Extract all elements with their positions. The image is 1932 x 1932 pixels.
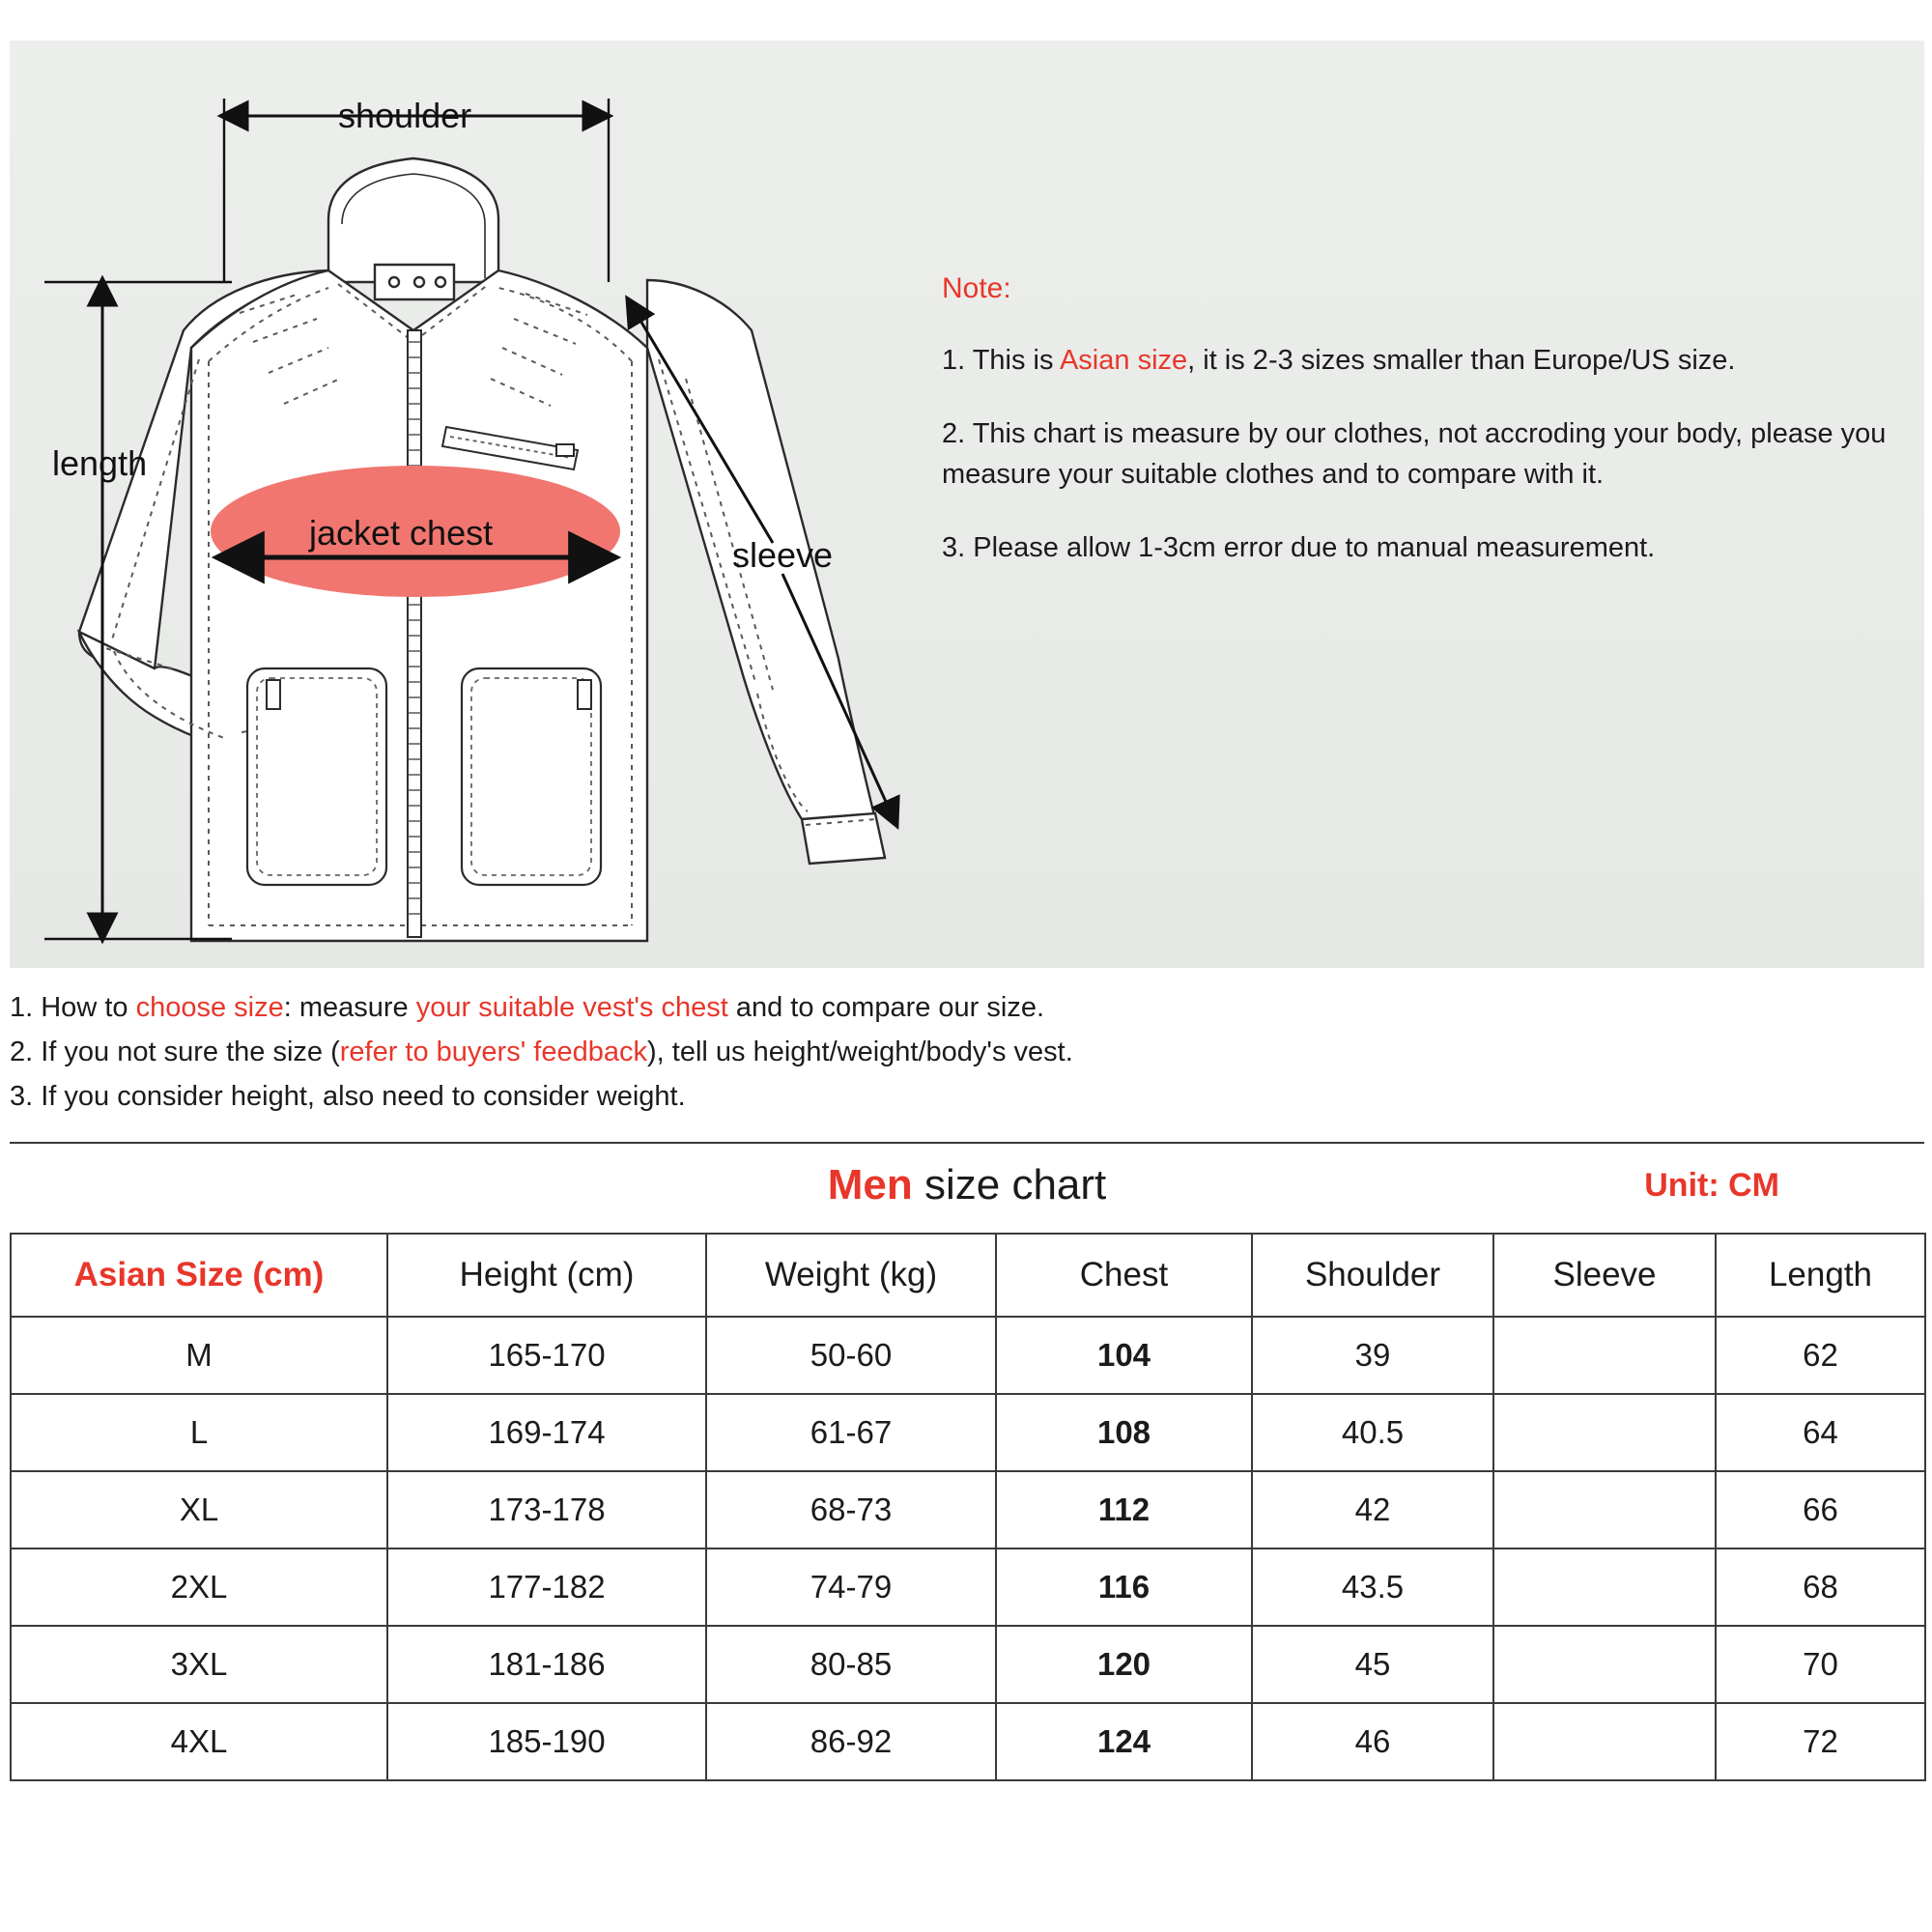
cell-shoulder: 42 (1252, 1471, 1493, 1548)
col-header-sleeve: Sleeve (1493, 1234, 1716, 1317)
cell-size: 2XL (11, 1548, 387, 1626)
table-row (11, 1394, 1925, 1471)
chart-header (10, 1144, 1924, 1233)
cell-height: 173-178 (387, 1471, 706, 1548)
cell-shoulder: 45 (1252, 1626, 1493, 1703)
table-row (11, 1548, 1925, 1626)
howto-line-1-part-a: 1. How to (10, 992, 136, 1023)
howto-line-1-highlight-2: your suitable vest's chest (415, 992, 728, 1023)
table-row (11, 1471, 1925, 1548)
howto-block (10, 985, 1924, 1119)
howto-line-2 (10, 1030, 1924, 1074)
cell-height: 169-174 (387, 1394, 706, 1471)
cell-height: 181-186 (387, 1626, 706, 1703)
cell-chest: 104 (996, 1317, 1252, 1394)
cell-size: 4XL (11, 1703, 387, 1780)
label-jacket-chest-text: jacket chest (309, 513, 494, 553)
note-line-1-highlight: Asian size (1059, 345, 1188, 376)
cell-sleeve (1493, 1626, 1716, 1703)
cell-chest: 120 (996, 1626, 1252, 1703)
cell-length: 68 (1716, 1548, 1925, 1626)
note-line-1-part-a: 1. This is (942, 345, 1060, 376)
cell-weight: 74-79 (706, 1548, 996, 1626)
label-sleeve-text: sleeve (732, 535, 834, 575)
cell-size: XL (11, 1471, 387, 1548)
col-header-shoulder: Shoulder (1252, 1234, 1493, 1317)
howto-line-1-part-b: : measure (283, 992, 416, 1023)
howto-line-1-part-c: and to compare our size. (727, 992, 1045, 1023)
cell-length: 64 (1716, 1394, 1925, 1471)
note-line-3: 3. Please allow 1-3cm error due to manual measurement. (942, 532, 1656, 563)
cell-chest: 112 (996, 1471, 1252, 1548)
cell-weight: 50-60 (706, 1317, 996, 1394)
cell-size: M (11, 1317, 387, 1394)
col-header-length: Length (1716, 1234, 1925, 1317)
note-block (942, 272, 1918, 601)
cell-size: L (11, 1394, 387, 1471)
cell-sleeve (1493, 1471, 1716, 1548)
howto-line-2-part-a: 2. If you not sure the size ( (10, 1037, 340, 1067)
cell-length: 70 (1716, 1626, 1925, 1703)
cell-height: 185-190 (387, 1703, 706, 1780)
cell-sleeve (1493, 1394, 1716, 1471)
label-shoulder-text: shoulder (338, 96, 472, 135)
col-header-asian-size: Asian Size (cm) (11, 1234, 387, 1317)
size-table-area (10, 1142, 1924, 1781)
howto-line-1-highlight-1: choose size (135, 992, 284, 1023)
cell-height: 165-170 (387, 1317, 706, 1394)
cell-sleeve (1493, 1317, 1716, 1394)
cell-chest: 116 (996, 1548, 1252, 1626)
note-line-1-part-b: , it is 2-3 sizes smaller than Europe/US size. (1187, 345, 1736, 376)
chart-title (828, 1161, 1107, 1209)
cell-weight: 68-73 (706, 1471, 996, 1548)
cell-shoulder: 43.5 (1252, 1548, 1493, 1626)
cell-sleeve (1493, 1548, 1716, 1626)
cell-weight: 80-85 (706, 1626, 996, 1703)
cell-shoulder: 39 (1252, 1317, 1493, 1394)
cell-sleeve (1493, 1703, 1716, 1780)
howto-line-2-highlight: refer to buyers' feedback (339, 1037, 647, 1067)
cell-weight: 86-92 (706, 1703, 996, 1780)
cell-shoulder: 40.5 (1252, 1394, 1493, 1471)
col-header-chest: Chest (996, 1234, 1252, 1317)
table-row (11, 1317, 1925, 1394)
col-header-weight: Weight (kg) (706, 1234, 996, 1317)
note-line-2: 2. This chart is measure by our clothes, not accroding your body, please you measure your suitable clothes and to compare with it. (942, 418, 1887, 490)
cell-length: 62 (1716, 1317, 1925, 1394)
cell-shoulder: 46 (1252, 1703, 1493, 1780)
note-title: Note: (942, 272, 1011, 304)
size-table-head (11, 1234, 1925, 1317)
chart-unit-label: Unit: CM (1644, 1167, 1779, 1204)
table-header-row (11, 1234, 1925, 1317)
size-table-body (11, 1317, 1925, 1780)
cell-size: 3XL (11, 1626, 387, 1703)
chart-title-rest: size chart (912, 1161, 1107, 1208)
cell-chest: 108 (996, 1394, 1252, 1471)
table-row (11, 1703, 1925, 1780)
howto-line-2-part-b: ), tell us height/weight/body's vest. (647, 1037, 1073, 1067)
label-length-text: length (52, 443, 148, 483)
cell-length: 66 (1716, 1471, 1925, 1548)
table-row (11, 1626, 1925, 1703)
jacket-illustration-panel (10, 41, 1924, 968)
col-header-height: Height (cm) (387, 1234, 706, 1317)
howto-line-3: 3. If you consider height, also need to consider weight. (10, 1081, 686, 1112)
cell-length: 72 (1716, 1703, 1925, 1780)
cell-chest: 124 (996, 1703, 1252, 1780)
cell-weight: 61-67 (706, 1394, 996, 1471)
note-line-1 (942, 340, 1918, 381)
chart-title-men: Men (827, 1161, 913, 1208)
cell-height: 177-182 (387, 1548, 706, 1626)
howto-line-1 (10, 985, 1924, 1030)
size-table (10, 1233, 1926, 1781)
